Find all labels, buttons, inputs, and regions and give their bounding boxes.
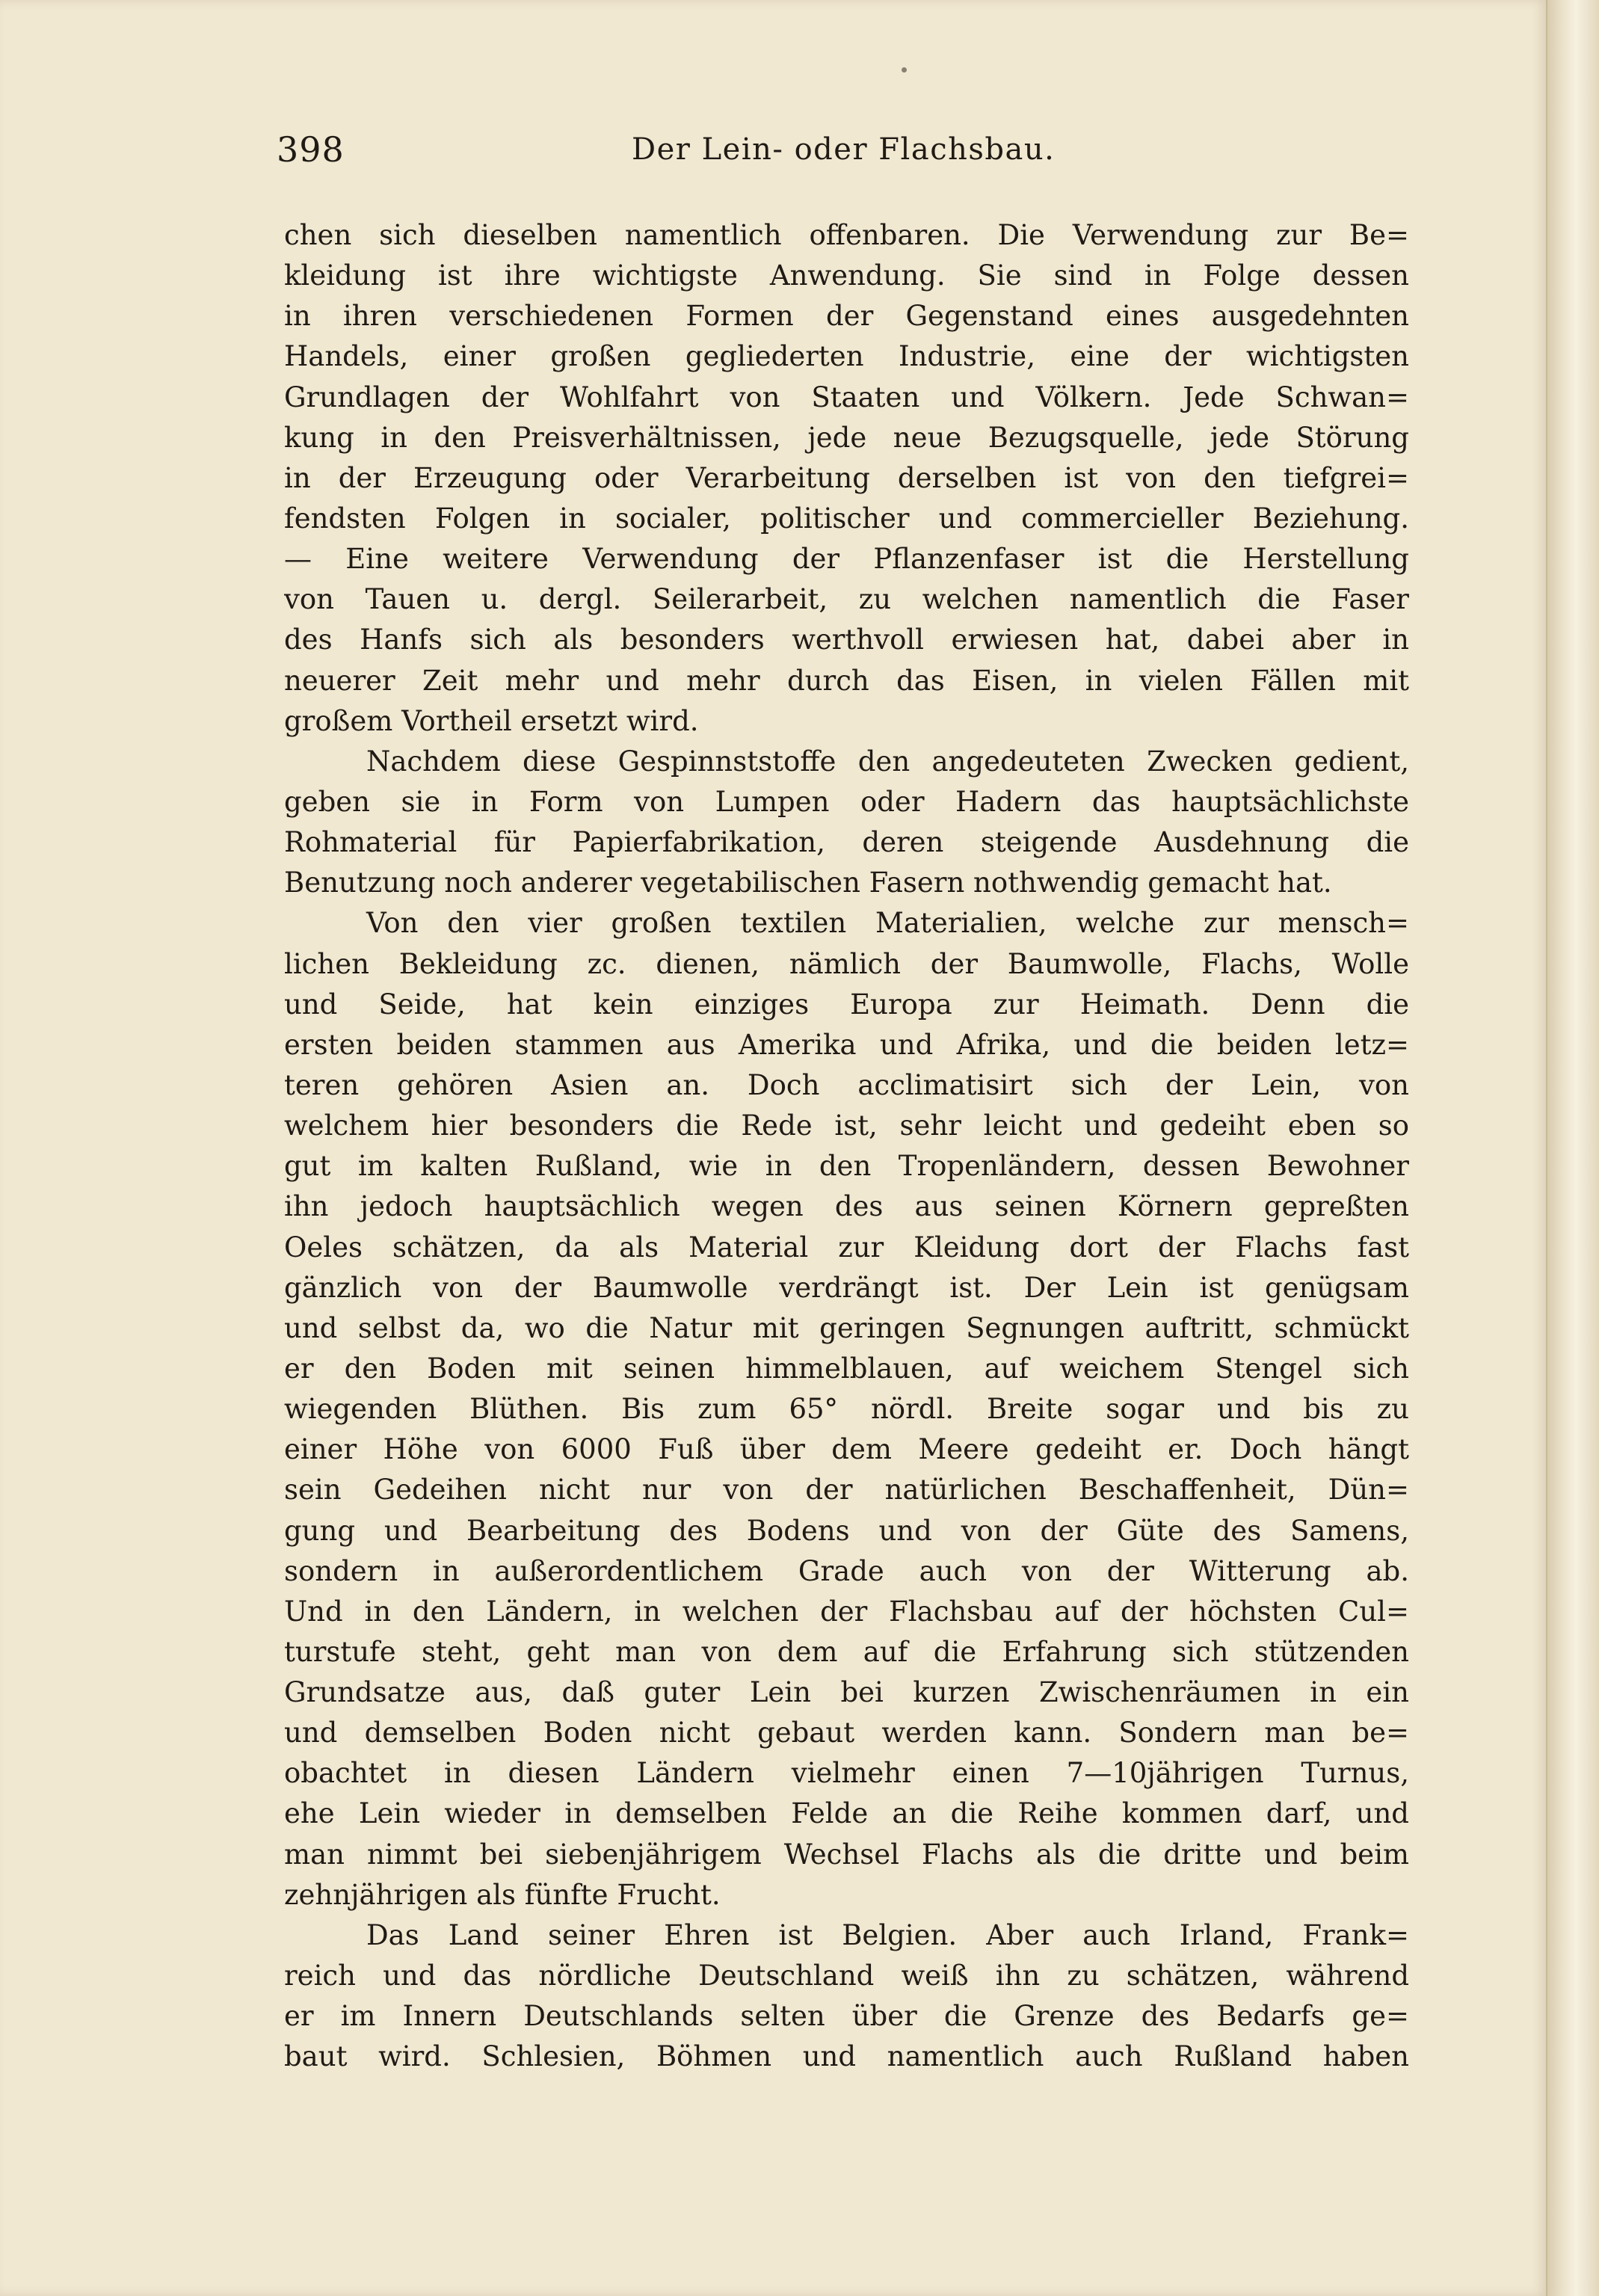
text-line: teren gehören Asien an. Doch acclimatisirt sich der Lein, von bbox=[284, 1068, 1409, 1101]
text-line: chen sich dieselben namentlich offenbaren. Die Verwendung zur Be= bbox=[284, 219, 1409, 251]
text-line: gut im kalten Rußland, wie in den Tropenländern, dessen Bewohner bbox=[284, 1150, 1409, 1183]
text-line: von Tauen u. dergl. Seilerarbeit, zu welchen namentlich die Faser bbox=[284, 583, 1409, 616]
text-line: Benutzung noch anderer vegetabilischen Fasern nothwendig gemacht hat. bbox=[284, 867, 1332, 899]
text-line: geben sie in Form von Lumpen oder Hadern das hauptsächlichste bbox=[284, 785, 1409, 818]
text-line: Oeles schätzen, da als Material zur Kleidung dort der Flachs fast bbox=[284, 1231, 1409, 1264]
body-text bbox=[284, 215, 1409, 2077]
running-head: Der Lein- oder Flachsbau. bbox=[632, 132, 1056, 167]
text-line: zehnjährigen als fünfte Frucht. bbox=[284, 1878, 721, 1911]
text-line: Handels, einer großen gegliederten Industrie, eine der wichtigsten bbox=[284, 340, 1409, 373]
text-line: obachtet in diesen Ländern vielmehr einen 7—10jährigen Turnus, bbox=[284, 1757, 1409, 1790]
text-line: ihn jedoch hauptsächlich wegen des aus seinen Körnern gepreßten bbox=[284, 1190, 1409, 1223]
text-line: man nimmt bei siebenjährigem Wechsel Flachs als die dritte und beim bbox=[284, 1838, 1409, 1871]
text-line: und Seide, hat kein einziges Europa zur Heimath. Denn die bbox=[284, 988, 1409, 1021]
text-line: ersten beiden stammen aus Amerika und Afrika, und die beiden letz= bbox=[284, 1028, 1409, 1061]
text-line: welchem hier besonders die Rede ist, sehr leicht und gedeiht eben so bbox=[284, 1109, 1409, 1142]
text-line: neuerer Zeit mehr und mehr durch das Eisen, in vielen Fällen mit bbox=[284, 664, 1409, 697]
text-line: wiegenden Blüthen. Bis zum 65° nördl. Breite sogar und bis zu bbox=[284, 1393, 1409, 1426]
text-line: er im Innern Deutschlands selten über die Grenze des Bedarfs ge= bbox=[284, 2000, 1409, 2033]
text-line: Nachdem diese Gespinnststoffe den angedeuteten Zwecken gedient, bbox=[366, 745, 1409, 778]
text-line: reich und das nördliche Deutschland weiß ihn zu schätzen, während bbox=[284, 1960, 1409, 1992]
text-line: baut wird. Schlesien, Böhmen und namentlich auch Rußland haben bbox=[284, 2040, 1409, 2073]
text-line: des Hanfs sich als besonders werthvoll erwiesen hat, dabei aber in bbox=[284, 624, 1409, 656]
text-line: sondern in außerordentlichem Grade auch von der Witterung ab. bbox=[284, 1554, 1409, 1587]
text-line: Grundlagen der Wohlfahrt von Staaten und Völkern. Jede Schwan= bbox=[284, 381, 1409, 413]
text-line: und demselben Boden nicht gebaut werden kann. Sondern man be= bbox=[284, 1717, 1409, 1749]
text-line: großem Vortheil ersetzt wird. bbox=[284, 704, 699, 737]
text-line: gänzlich von der Baumwolle verdrängt ist. Der Lein ist genügsam bbox=[284, 1271, 1409, 1304]
text-line: ehe Lein wieder in demselben Felde an die Reihe kommen darf, und bbox=[284, 1797, 1409, 1830]
text-line: Das Land seiner Ehren ist Belgien. Aber auch Irland, Frank= bbox=[366, 1918, 1409, 1951]
text-line: Rohmaterial für Papierfabrikation, deren steigende Ausdehnung die bbox=[284, 826, 1409, 859]
text-line: und selbst da, wo die Natur mit geringen Segnungen auftritt, schmückt bbox=[284, 1311, 1409, 1344]
text-line: gung und Bearbeitung des Bodens und von der Güte des Samens, bbox=[284, 1514, 1409, 1547]
text-line: sein Gedeihen nicht nur von der natürlichen Beschaffenheit, Dün= bbox=[284, 1474, 1409, 1506]
text-line: in der Erzeugung oder Verarbeitung derselben ist von den tiefgrei= bbox=[284, 461, 1409, 494]
text-line: in ihren verschiedenen Formen der Gegenstand eines ausgedehnten bbox=[284, 300, 1409, 333]
text-line: kleidung ist ihre wichtigste Anwendung. Sie sind in Folge dessen bbox=[284, 259, 1409, 292]
text-line: turstufe steht, geht man von dem auf die Erfahrung sich stützenden bbox=[284, 1635, 1409, 1668]
text-line: fendsten Folgen in socialer, politischer und commercieller Beziehung. bbox=[284, 502, 1409, 535]
text-line: Von den vier großen textilen Materialien, welche zur mensch= bbox=[366, 907, 1409, 940]
text-line: Und in den Ländern, in welchen der Flachsbau auf der höchsten Cul= bbox=[284, 1595, 1409, 1628]
page-number: 398 bbox=[277, 129, 345, 170]
page-header bbox=[277, 123, 1417, 176]
ink-dot bbox=[902, 67, 907, 73]
text-line: einer Höhe von 6000 Fuß über dem Meere gedeiht er. Doch hängt bbox=[284, 1433, 1409, 1466]
text-line: er den Boden mit seinen himmelblauen, auf weichem Stengel sich bbox=[284, 1352, 1409, 1385]
text-line: — Eine weitere Verwendung der Pflanzenfaser ist die Herstellung bbox=[284, 543, 1409, 576]
adjacent-page-edge bbox=[1546, 0, 1599, 2296]
text-line: kung in den Preisverhältnissen, jede neue Bezugsquelle, jede Störung bbox=[284, 421, 1409, 454]
text-line: Grundsatze aus, daß guter Lein bei kurzen Zwischenräumen in ein bbox=[284, 1676, 1409, 1709]
text-line: lichen Bekleidung zc. dienen, nämlich der Baumwolle, Flachs, Wolle bbox=[284, 947, 1409, 980]
